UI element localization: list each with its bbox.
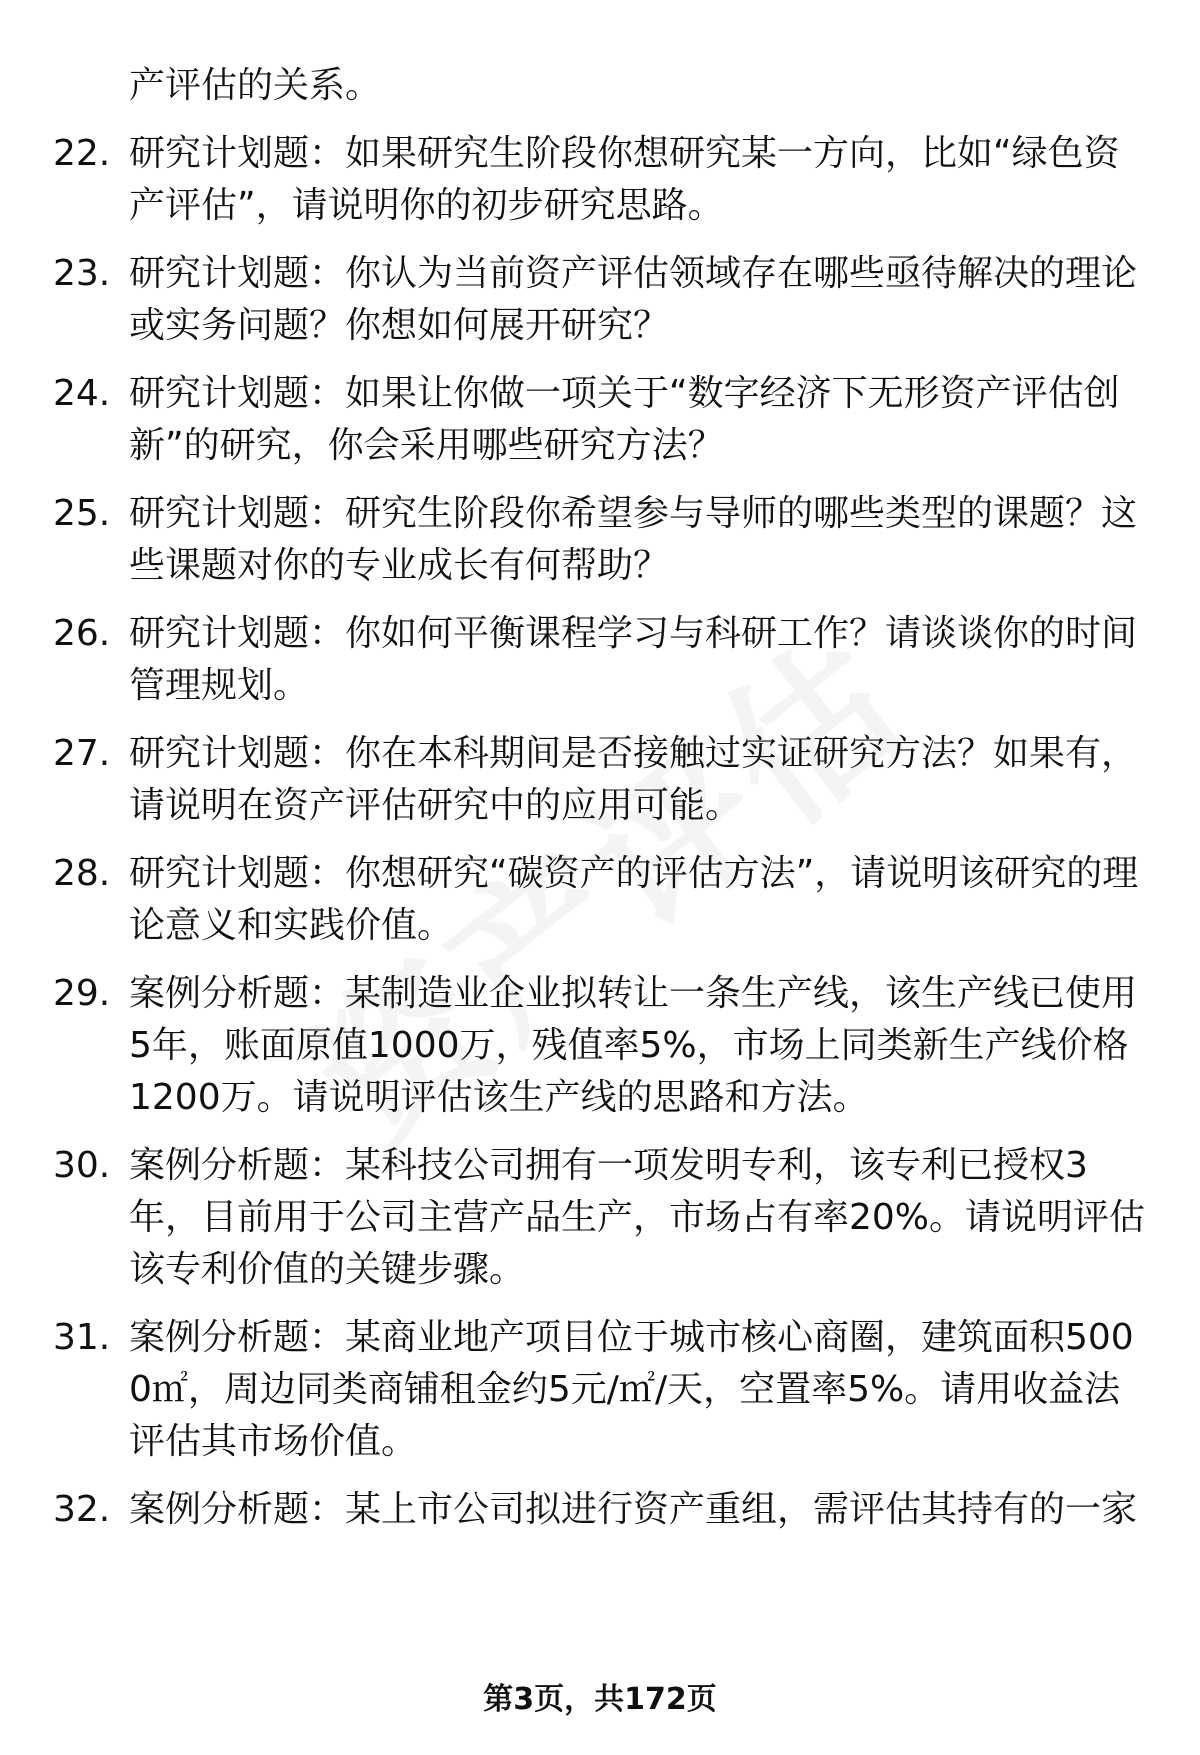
question-number: 27. xyxy=(53,733,111,774)
question-number: 22. xyxy=(53,133,111,174)
question-number: 23. xyxy=(53,253,111,294)
question-28 xyxy=(53,848,1163,952)
question-number: 30. xyxy=(53,1145,111,1186)
intro-line: 产评估的关系。 xyxy=(129,65,382,106)
question-number: 25. xyxy=(53,493,111,534)
question-29 xyxy=(53,968,1163,1124)
question-text: 研究计划题：你想研究“碳资产的评估方法”，请说明该研究的理论意义和实践价值。 xyxy=(129,853,1139,946)
question-text: 研究计划题：研究生阶段你希望参与导师的哪些类型的课题？这些课题对你的专业成长有何帮助？ xyxy=(129,493,1138,586)
question-text: 研究计划题：你在本科期间是否接触过实证研究方法？如果有，请说明在资产评估研究中的应用可能。 xyxy=(129,733,1138,826)
question-32 xyxy=(53,1484,1163,1536)
question-text: 案例分析题：某制造业企业拟转让一条生产线，该生产线已使用5年，账面原值1000万，残值率5%，市场上同类新生产线价格1200万。请说明评估该生产线的思路和方法。 xyxy=(129,973,1138,1118)
question-text: 案例分析题：某科技公司拥有一项发明专利，该专利已授权3年，目前用于公司主营产品生产，市场占有率20%。请说明评估该专利价值的关键步骤。 xyxy=(129,1145,1146,1290)
question-text: 案例分析题：某商业地产项目位于城市核心商圈，建筑面积5000㎡，周边同类商铺租金约5元/㎡/天，空置率5%。请用收益法评估其市场价值。 xyxy=(129,1317,1134,1462)
question-23 xyxy=(53,248,1163,352)
question-number: 31. xyxy=(53,1317,111,1358)
question-26 xyxy=(53,608,1163,712)
question-24 xyxy=(53,368,1163,472)
question-27 xyxy=(53,728,1163,832)
page-footer: 第3页，共172页 xyxy=(483,1682,717,1717)
question-number: 26. xyxy=(53,613,111,654)
question-text: 研究计划题：如果让你做一项关于“数字经济下无形资产评估创新”的研究，你会采用哪些研究方法？ xyxy=(129,373,1120,466)
question-text: 案例分析题：某上市公司拟进行资产重组，需评估其持有的一家 xyxy=(129,1489,1138,1530)
question-number: 29. xyxy=(53,973,111,1014)
question-number: 28. xyxy=(53,853,111,894)
question-text: 研究计划题：你如何平衡课程学习与科研工作？请谈谈你的时间管理规划。 xyxy=(129,613,1138,706)
question-number: 32. xyxy=(53,1489,111,1530)
question-number: 24. xyxy=(53,373,111,414)
question-22 xyxy=(53,128,1163,232)
question-31 xyxy=(53,1312,1163,1468)
question-30 xyxy=(53,1140,1163,1296)
question-text: 研究计划题：如果研究生阶段你想研究某一方向，比如“绿色资产评估”，请说明你的初步研究思路。 xyxy=(129,133,1120,226)
question-25 xyxy=(53,488,1163,592)
question-text: 研究计划题：你认为当前资产评估领域存在哪些亟待解决的理论或实务问题？你想如何展开研究？ xyxy=(129,253,1138,346)
